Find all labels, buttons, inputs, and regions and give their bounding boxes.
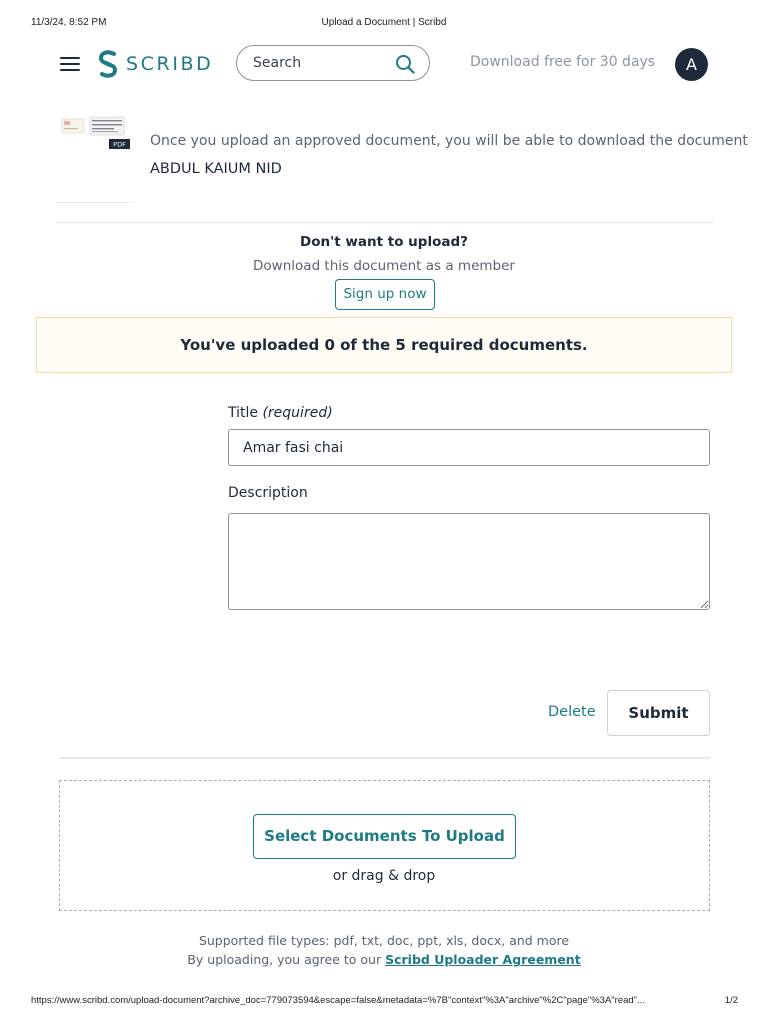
delete-button[interactable]: Delete <box>548 704 596 720</box>
title-label <box>228 405 333 421</box>
upload-progress-notice: You've uploaded 0 of the 5 required documents. <box>36 317 732 373</box>
description-label: Description <box>228 485 308 501</box>
search-placeholder: Search <box>253 55 302 71</box>
download-free-trial-link[interactable]: Download free for 30 days <box>470 54 656 70</box>
submit-button[interactable]: Submit <box>607 690 710 736</box>
title-required-text: (required) <box>262 405 333 421</box>
hamburger-menu-icon[interactable] <box>60 56 80 72</box>
title-label-text: Title <box>228 405 259 421</box>
description-textarea[interactable] <box>228 513 710 610</box>
logo-text: SCRIBD <box>126 53 214 75</box>
document-name: ABDUL KAIUM NID <box>150 161 282 177</box>
print-datetime: 11/3/24, 8:52 PM <box>31 17 107 28</box>
uploader-agreement-text <box>0 952 768 967</box>
document-preview-image <box>56 111 132 151</box>
sign-up-button[interactable]: Sign up now <box>335 279 435 310</box>
search-icon[interactable] <box>395 54 415 74</box>
scribd-logo[interactable] <box>97 50 213 78</box>
download-as-member-text: Download this document as a member <box>253 258 515 274</box>
supported-file-types: Supported file types: pdf, txt, doc, ppt, xls, docx, and more <box>198 933 570 948</box>
user-avatar[interactable]: A <box>675 48 708 81</box>
uploader-agreement-link[interactable]: Scribd Uploader Agreement <box>385 952 581 967</box>
dont-want-upload-heading: Don't want to upload? <box>300 234 468 250</box>
print-url: https://www.scribd.com/upload-document?archive_doc=779073594&escape=false&metadata=%7B"context"%3A"archive"%2C"page"%3A"read"... <box>31 995 645 1006</box>
pdf-badge: PDF <box>113 140 126 149</box>
title-input[interactable] <box>228 429 710 466</box>
scribd-logo-icon <box>97 50 119 78</box>
divider <box>59 757 710 759</box>
drag-drop-text: or drag & drop <box>332 868 436 884</box>
agree-prefix: By uploading, you agree to our <box>187 952 382 967</box>
document-thumbnail[interactable] <box>56 111 132 203</box>
print-page-title: Upload a Document | Scribd <box>321 17 447 28</box>
divider <box>56 222 713 223</box>
print-page-number: 1/2 <box>724 995 738 1006</box>
search-input[interactable] <box>236 45 430 81</box>
select-documents-button[interactable]: Select Documents To Upload <box>253 814 516 859</box>
upload-approval-note: Once you upload an approved document, you will be able to download the document <box>150 133 748 149</box>
